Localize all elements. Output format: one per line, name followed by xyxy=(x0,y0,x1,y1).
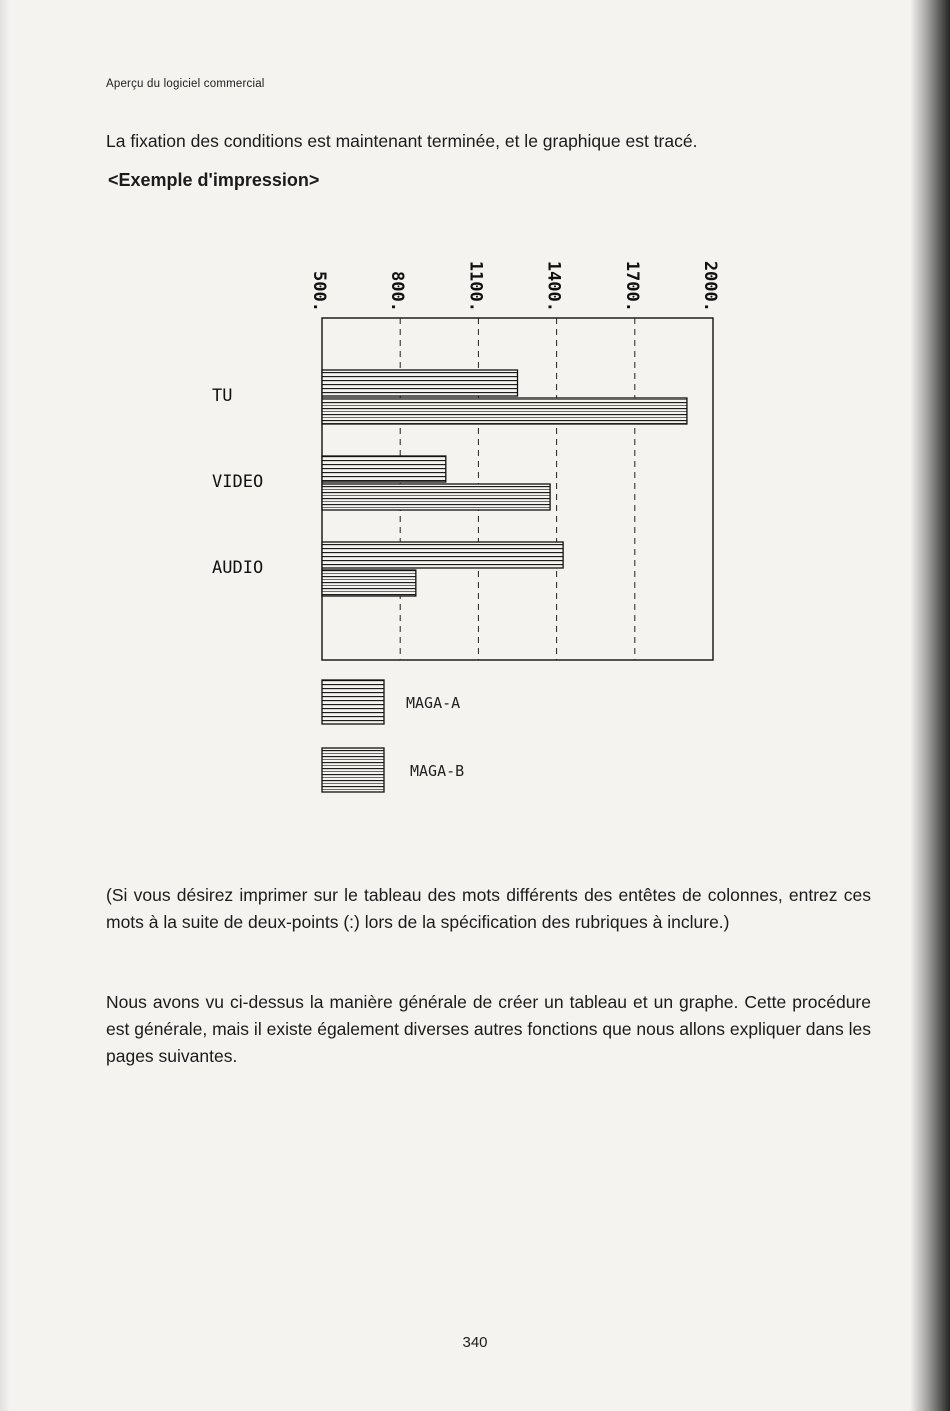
paragraph-summary: Nous avons vu ci-dessus la manière générale de créer un tableau et un graphe. Cette procédure est générale, mais il existe également diverses autres fonctions que nous allons expliquer dans les pages suivantes. xyxy=(106,992,871,1066)
category-label: VIDEO xyxy=(212,472,264,492)
page-number: 340 xyxy=(462,1334,488,1351)
bar xyxy=(322,398,687,424)
bar xyxy=(322,370,518,396)
legend-swatch xyxy=(322,680,384,724)
bar xyxy=(322,484,550,510)
paragraph-column-headers: (Si vous désirez imprimer sur le tableau des mots différents des entêtes de colonnes, entrez ces mots à la suite de deux-points (:) lors de la spécification des rubriques à inclure.) xyxy=(106,885,871,932)
category-label: TU xyxy=(212,386,233,406)
category-label: AUDIO xyxy=(212,558,264,578)
legend-label: MAGA-A xyxy=(406,694,461,712)
tick-label: 2000. xyxy=(700,260,720,312)
bar xyxy=(322,542,563,568)
tick-label: 500. xyxy=(309,271,329,312)
legend-swatch xyxy=(322,748,384,792)
bar xyxy=(322,456,446,482)
running-header: Aperçu du logiciel commercial xyxy=(106,78,265,90)
tick-label: 800. xyxy=(387,271,408,312)
tick-label: 1700. xyxy=(621,260,642,312)
tick-label: 1400. xyxy=(543,260,564,312)
legend-label: MAGA-B xyxy=(410,762,465,780)
intro-paragraph: La fixation des conditions est maintenant terminée, et le graphique est tracé. xyxy=(106,131,698,151)
tick-label: 1100. xyxy=(465,260,486,312)
bar xyxy=(322,570,416,596)
binding-shadow xyxy=(910,0,950,1411)
example-heading: <Exemple d'impression> xyxy=(108,170,320,190)
